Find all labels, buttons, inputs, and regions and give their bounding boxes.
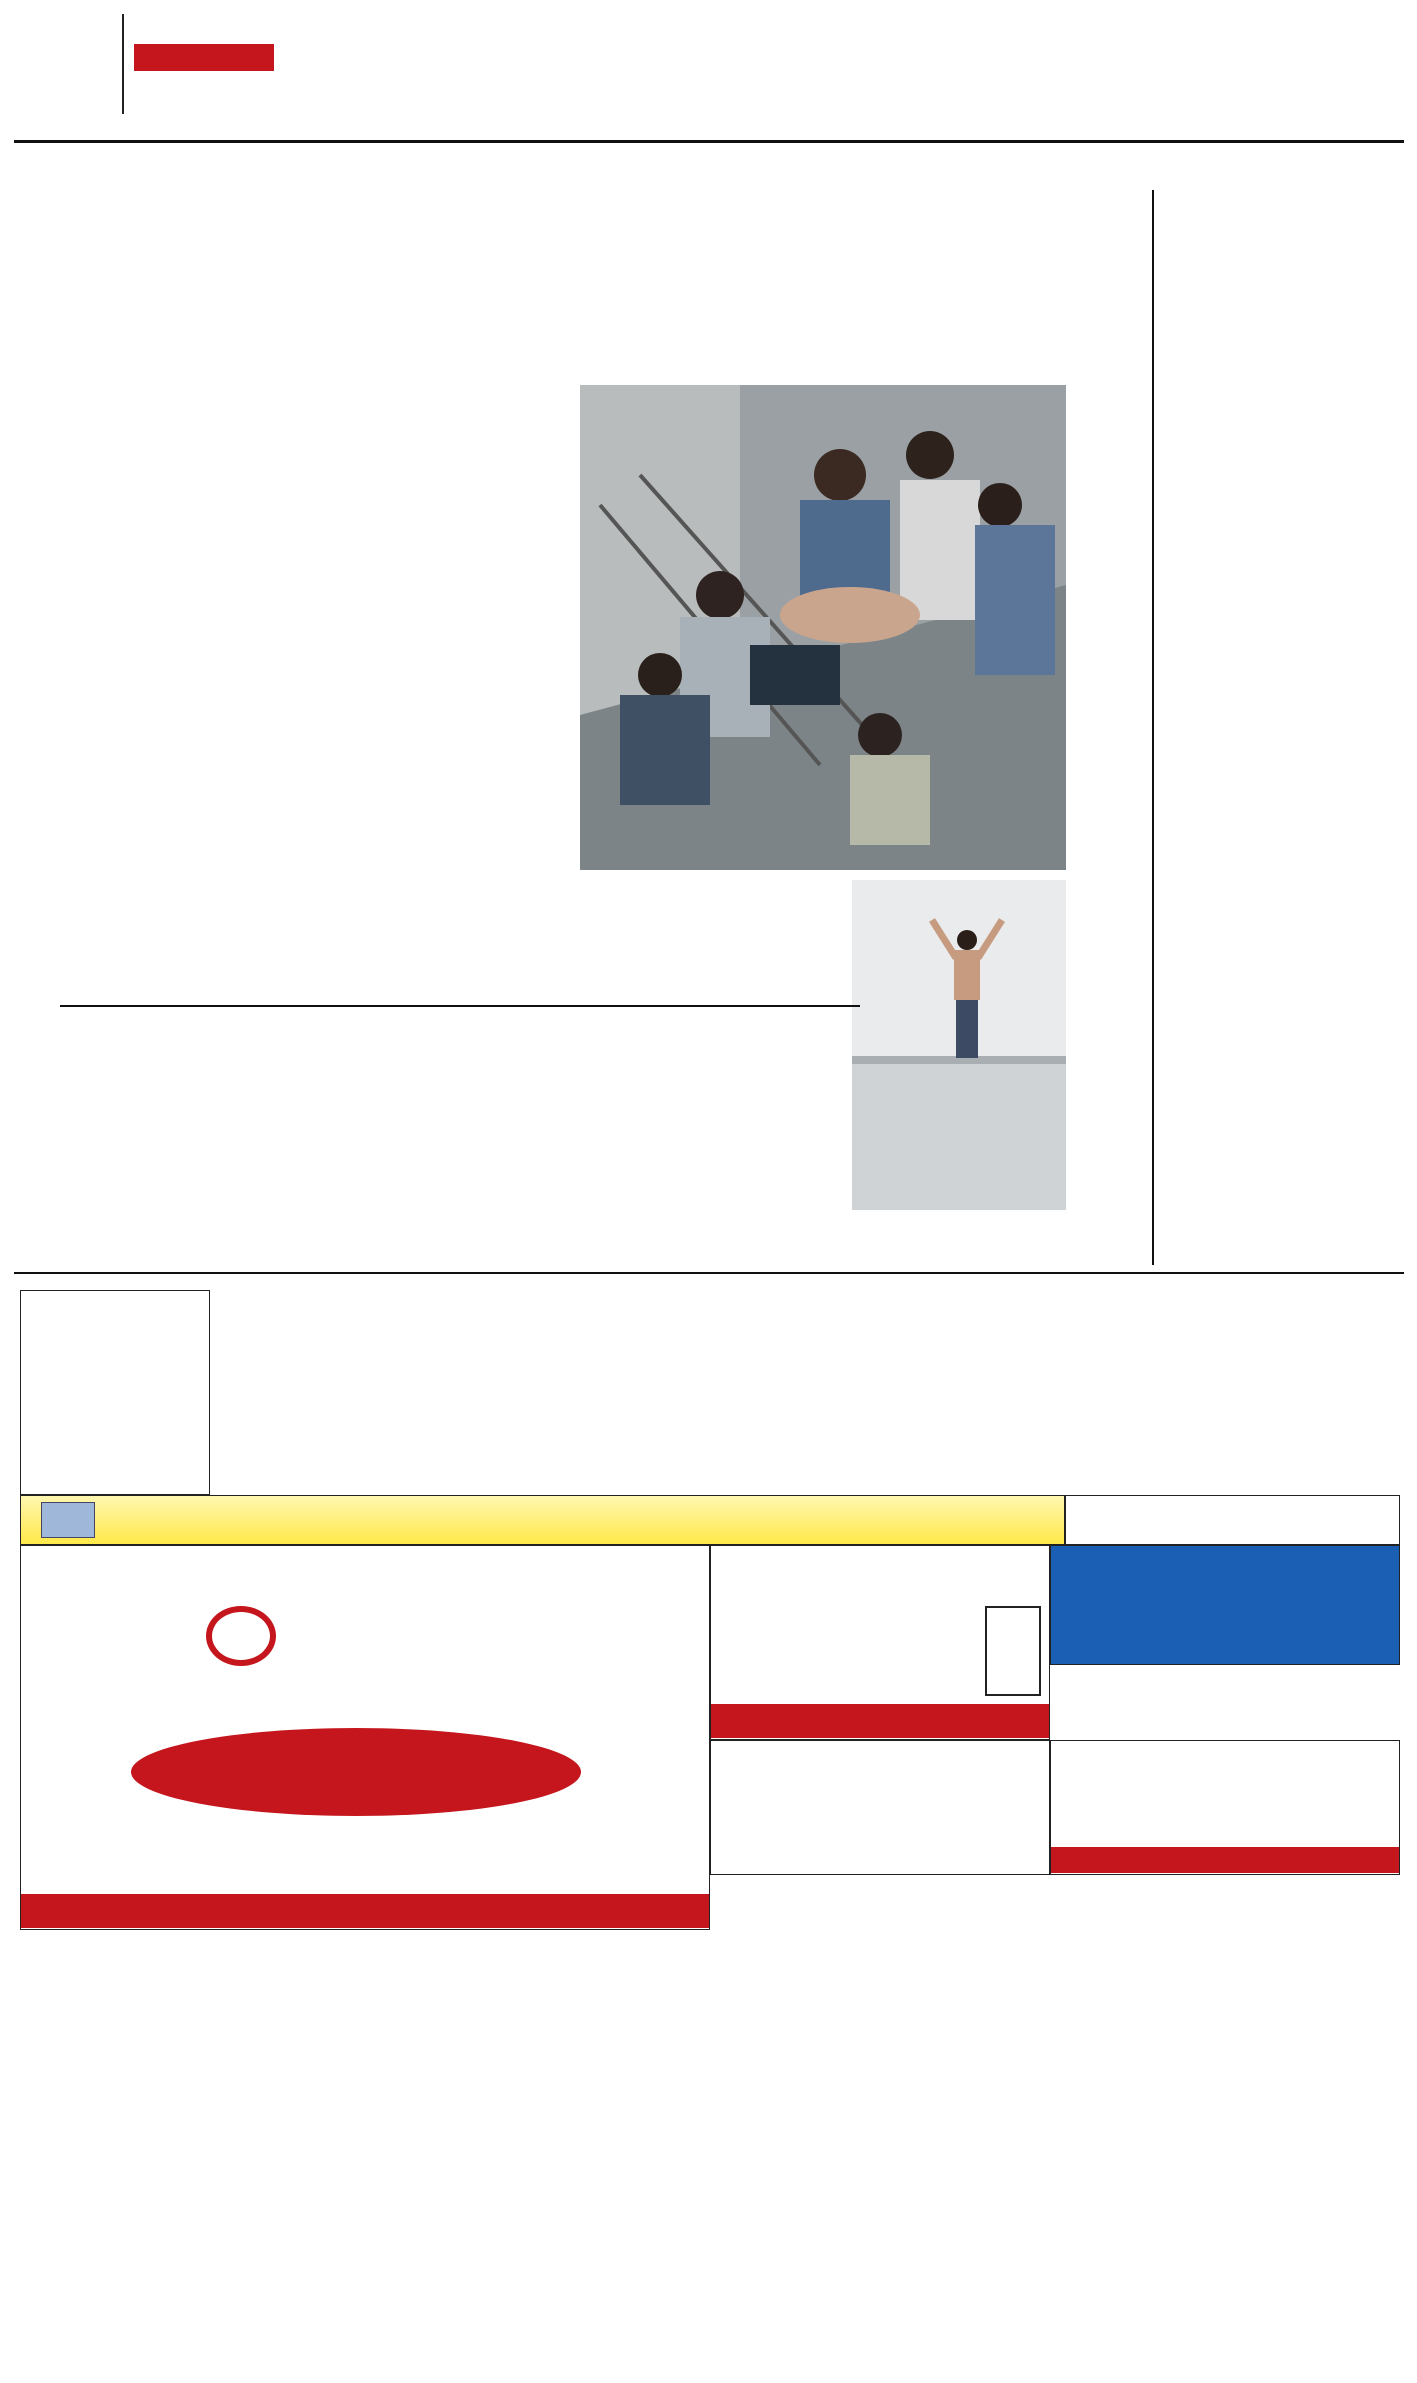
ad-xinqiao-box	[710, 1740, 1050, 1875]
story-column-2	[323, 385, 576, 905]
rescue-photo	[580, 385, 1066, 870]
ads-top-rule	[14, 1272, 1404, 1274]
commentary-column-2	[305, 1030, 575, 1270]
ad-pinyi-box	[1050, 1545, 1400, 1665]
guoxin-logo-icon	[206, 1606, 276, 1666]
finance-banner	[20, 1495, 1065, 1545]
rooftop-photo-illustration	[852, 880, 1066, 1210]
yichang-tel	[711, 1704, 1050, 1738]
commentary-column-1	[70, 1030, 295, 1270]
ad-food-box	[20, 1290, 210, 1495]
story-column-1	[60, 385, 318, 905]
ad-guoxin-box	[20, 1545, 710, 1930]
commentary-rule	[60, 1005, 860, 1007]
sidebar-column	[1170, 330, 1390, 1265]
commentary-column-3	[590, 1030, 838, 1230]
ad-yichang-box	[710, 1545, 1050, 1740]
hengde-tel	[1051, 1847, 1400, 1873]
masthead-divider	[122, 14, 124, 114]
yichang-tag	[985, 1606, 1041, 1696]
finance-notice	[1065, 1495, 1400, 1545]
guoxin-offer-ellipse	[131, 1728, 581, 1816]
finance-banner-icon	[41, 1502, 95, 1538]
section-tag	[134, 44, 274, 71]
top-rule	[14, 140, 1404, 143]
rescue-photo-illustration	[580, 385, 1066, 870]
ad-hengde-box	[1050, 1740, 1400, 1875]
guoxin-address	[21, 1894, 710, 1928]
sidebar-divider	[1152, 190, 1154, 1265]
rooftop-photo	[852, 880, 1066, 1210]
